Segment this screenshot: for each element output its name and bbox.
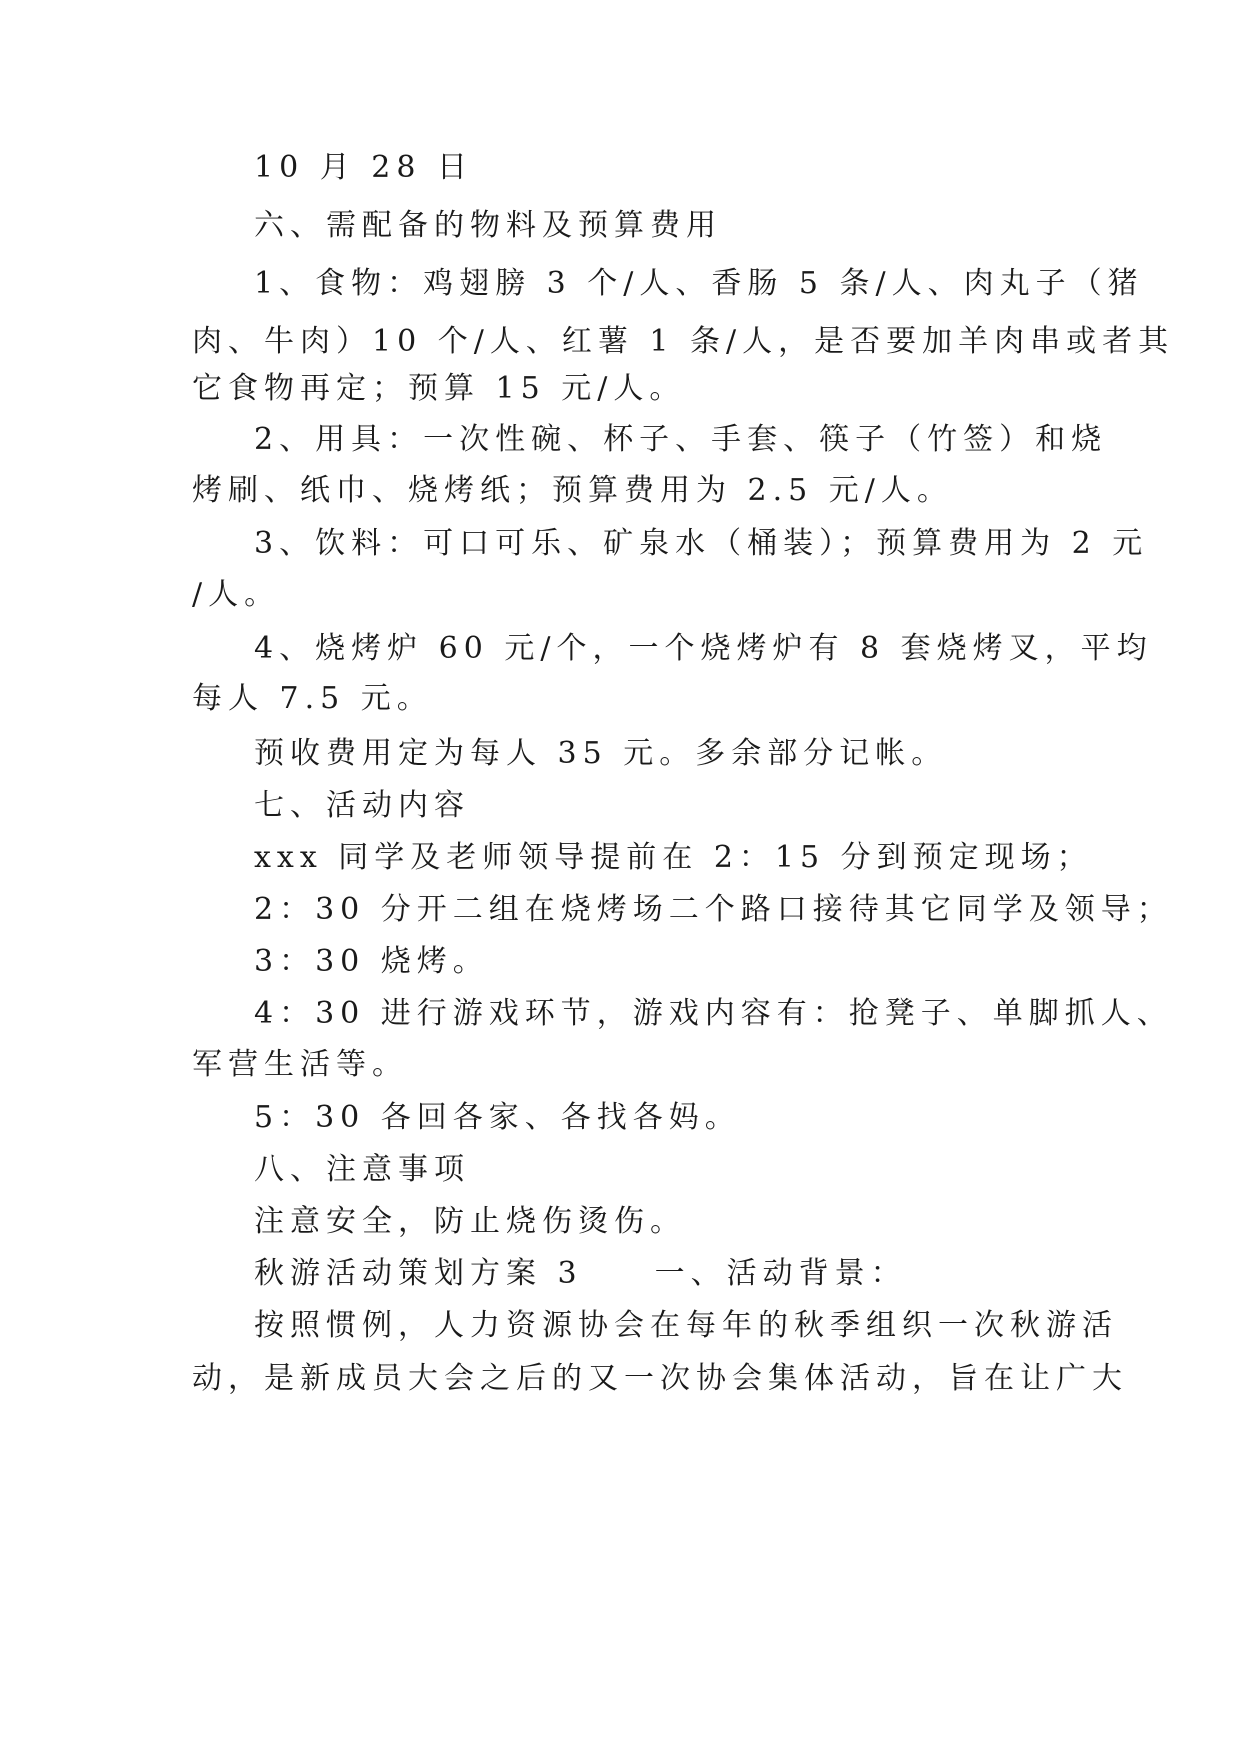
- schedule-line: 5：30 各回各家、各找各妈。: [254, 1100, 741, 1135]
- paragraph-line: 烤刷、纸巾、烧烤纸；预算费用为 2.5 元/人。: [192, 473, 953, 508]
- paragraph-line: 预收费用定为每人 35 元。多余部分记帐。: [254, 736, 948, 771]
- section-heading-notes: 八、注意事项: [254, 1152, 470, 1187]
- paragraph-line: 3、饮料：可口可乐、矿泉水（桶装）；预算费用为 2 元: [254, 526, 1149, 561]
- schedule-line: xxx 同学及老师领导提前在 2：15 分到预定现场；: [254, 840, 1093, 875]
- paragraph-line: 按照惯例，人力资源协会在每年的秋季组织一次秋游活: [254, 1308, 1118, 1343]
- paragraph-line: 它食物再定；预算 15 元/人。: [192, 371, 686, 406]
- paragraph-line: 注意安全，防止烧伤烫伤。: [254, 1204, 686, 1239]
- paragraph-line: 动，是新成员大会之后的又一次协会集体活动，旨在让广大: [192, 1361, 1128, 1396]
- date-line: 10 月 28 日: [254, 150, 473, 185]
- paragraph-line: 每人 7.5 元。: [192, 681, 433, 716]
- schedule-line: 2：30 分开二组在烧烤场二个路口接待其它同学及领导；: [254, 892, 1173, 927]
- paragraph-line: 4、烧烤炉 60 元/个，一个烧烤炉有 8 套烧烤叉，平均: [254, 631, 1153, 666]
- schedule-line: 军营生活等。: [192, 1047, 408, 1082]
- schedule-line: 3：30 烧烤。: [254, 944, 489, 979]
- section-heading-content: 七、活动内容: [254, 788, 470, 823]
- paragraph-line: /人。: [192, 577, 281, 612]
- paragraph-line: 1、食物：鸡翅膀 3 个/人、香肠 5 条/人、肉丸子（猪: [254, 266, 1144, 301]
- paragraph-line: 2、用具：一次性碗、杯子、手套、筷子（竹签）和烧: [254, 422, 1108, 457]
- section-heading-materials: 六、需配备的物料及预算费用: [254, 208, 722, 243]
- plan-title-line: 秋游活动策划方案 3 一、活动背景：: [254, 1256, 907, 1291]
- paragraph-line: 肉、牛肉）10 个/人、红薯 1 条/人，是否要加羊肉串或者其: [192, 324, 1175, 359]
- schedule-line: 4：30 进行游戏环节，游戏内容有：抢凳子、单脚抓人、: [254, 996, 1173, 1031]
